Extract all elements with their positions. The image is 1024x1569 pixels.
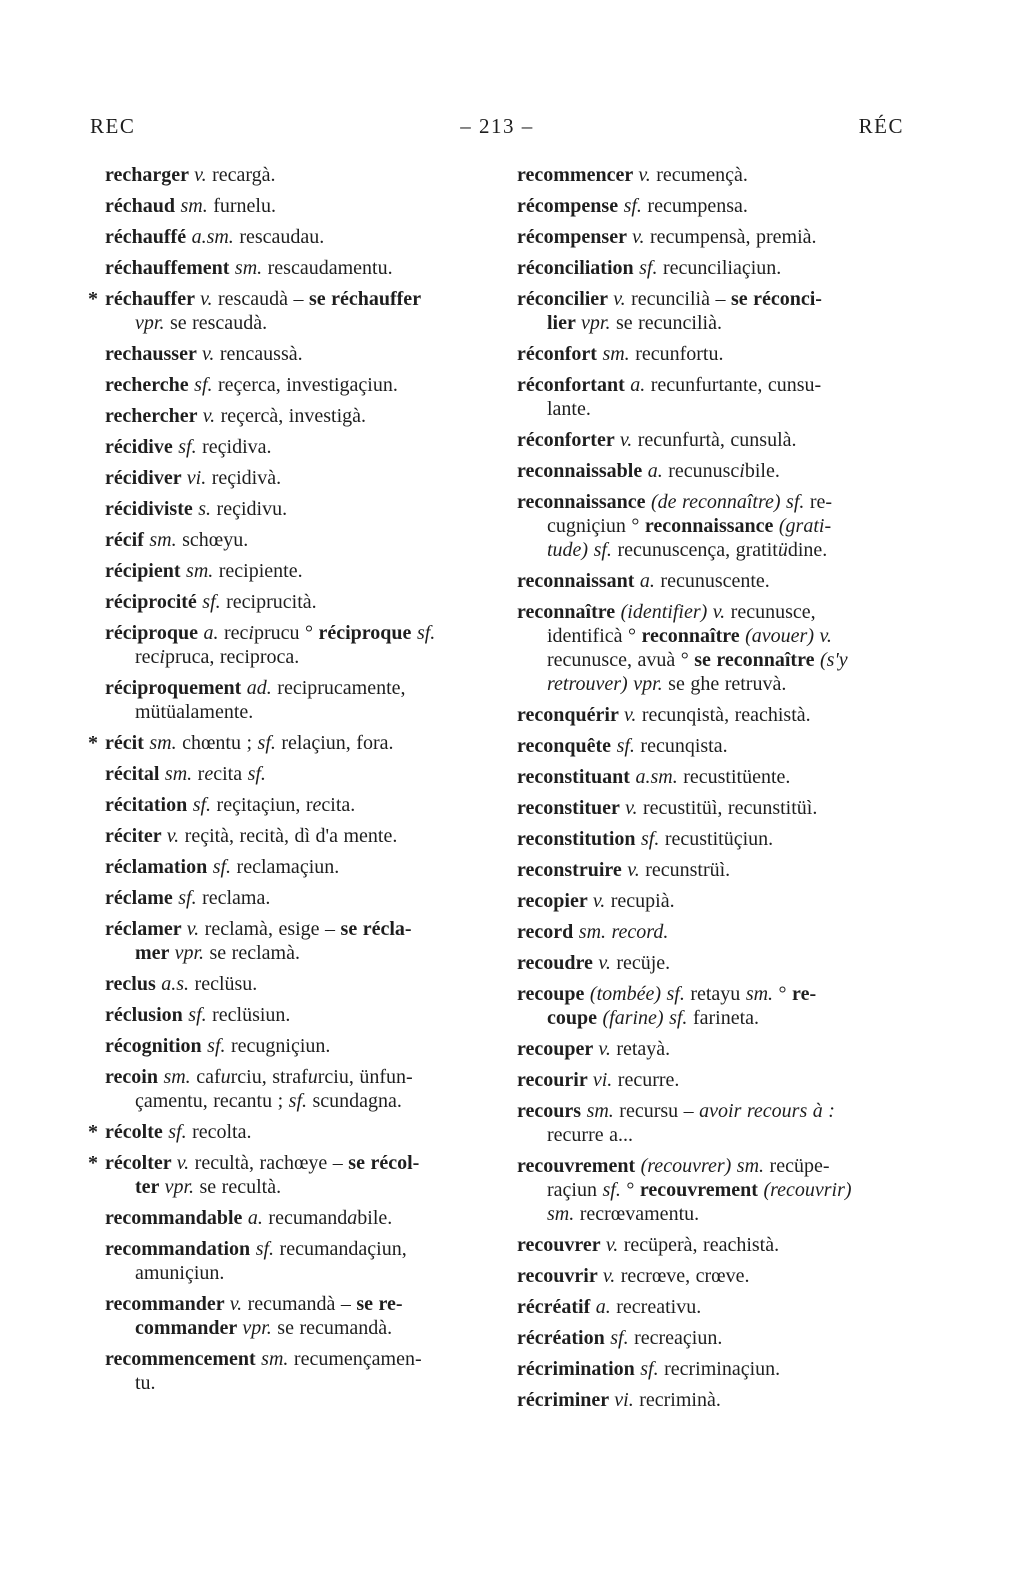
dictionary-entry: réclame sf. reclama. bbox=[105, 887, 271, 909]
dictionary-entry: reconnaissance (de reconnaître) sf. re- cugniçiun ° reconnaissance (grati- tude) sf. recunuscença, gratitüdine. bbox=[517, 491, 833, 561]
dictionary-entry: réciproquement ad. reciprucamente, mütüalamente. bbox=[105, 677, 406, 723]
dictionary-entry: recommencer v. recumençà. bbox=[517, 164, 748, 186]
dictionary-entry: recommandation sf. recumandaçiun, amuniçiun. bbox=[105, 1238, 407, 1284]
dictionary-entry: recoudre v. recüje. bbox=[517, 952, 671, 974]
column-left bbox=[88, 163, 497, 1419]
dictionary-entry: reconquête sf. recunqista. bbox=[517, 735, 728, 757]
dictionary-entry: recours sm. recursu – avoir recours à : recurre a... bbox=[517, 1100, 835, 1146]
dictionary-entry: réclamation sf. reclamaçiun. bbox=[105, 856, 340, 878]
dictionary-entry: * récit sm. chœntu ; sf. relaçiun, fora. bbox=[88, 732, 394, 754]
dictionary-entry: reconstituant a.sm. recustitüente. bbox=[517, 766, 791, 788]
dictionary-entry: récitation sf. reçitaçiun, recita. bbox=[105, 794, 356, 816]
dictionary-entry: récréatif a. recreativu. bbox=[517, 1296, 702, 1318]
dictionary-entry: réconfortant a. recunfurtante, cunsu- lante. bbox=[517, 374, 822, 420]
dictionary-entry: reconnaître (identifier) v. recunusce, identificà ° reconnaître (avouer) v. recunusce, avuà ° se reconnaître (s'y retrouver) vpr. se ghe retruvà. bbox=[517, 601, 848, 695]
dictionary-entry: recoin sm. cafurciu, strafurciu, ünfun- çamentu, recantu ; sf. scundagna. bbox=[105, 1066, 413, 1112]
text-columns bbox=[88, 163, 941, 1419]
dictionary-entry: reconstituer v. recustitüì, recunstitüì. bbox=[517, 797, 818, 819]
dictionary-entry: récidiver vi. reçidivà. bbox=[105, 467, 282, 489]
dictionary-entry: reconnaissant a. recunuscente. bbox=[517, 570, 770, 592]
dictionary-entry: récompense sf. recumpensa. bbox=[517, 195, 748, 217]
dictionary-entry: réconfort sm. recunfortu. bbox=[517, 343, 724, 365]
page-header bbox=[90, 114, 904, 139]
dictionary-entry: réciter v. reçità, recità, dì d'a mente. bbox=[105, 825, 398, 847]
asterisk-marker: * bbox=[88, 288, 98, 310]
dictionary-entry: reconstruire v. recunstrüì. bbox=[517, 859, 731, 881]
dictionary-entry: récognition sf. recugniçiun. bbox=[105, 1035, 331, 1057]
dictionary-entry: recharger v. recargà. bbox=[105, 164, 276, 186]
dictionary-entry: récriminer vi. recriminà. bbox=[517, 1389, 721, 1411]
dictionary-entry: recouvrir v. recrœve, crœve. bbox=[517, 1265, 750, 1287]
header-right-guideword: RÉC bbox=[858, 114, 904, 138]
dictionary-entry: recouvrement (recouvrer) sm. recüpe- raçiun sf. ° recouvrement (recouvrir) sm. recrœvamentu. bbox=[517, 1155, 852, 1225]
dictionary-entry: réchaud sm. furnelu. bbox=[105, 195, 276, 217]
dictionary-entry: recoupe (tombée) sf. retayu sm. ° re- coupe (farine) sf. farineta. bbox=[517, 983, 817, 1029]
dictionary-entry: recopier v. recupià. bbox=[517, 890, 675, 912]
dictionary-entry: recommandable a. recumandabile. bbox=[105, 1207, 393, 1229]
dictionary-entry: record sm. record. bbox=[517, 921, 669, 943]
dictionary-entry: récipient sm. recipiente. bbox=[105, 560, 303, 582]
dictionary-entry: récif sm. schœyu. bbox=[105, 529, 249, 551]
dictionary-entry: * récolte sf. recolta. bbox=[88, 1121, 252, 1143]
dictionary-entry: réciproque a. reciprucu ° réciproque sf. recipruca, reciproca. bbox=[105, 622, 436, 668]
header-left-guideword: REC bbox=[90, 114, 136, 138]
dictionary-entry: rechausser v. rencaussà. bbox=[105, 343, 303, 365]
dictionary-entry: récidive sf. reçidiva. bbox=[105, 436, 272, 458]
asterisk-marker: * bbox=[88, 732, 98, 754]
dictionary-entry: récréation sf. recreaçiun. bbox=[517, 1327, 723, 1349]
dictionary-entry: récital sm. recita sf. bbox=[105, 763, 266, 785]
dictionary-entry: réconciliation sf. recunciliaçiun. bbox=[517, 257, 782, 279]
dictionary-entry: réclusion sf. reclüsiun. bbox=[105, 1004, 291, 1026]
dictionary-entry: reconstitution sf. recustitüçiun. bbox=[517, 828, 774, 850]
dictionary-entry: recommencement sm. recumençamen- tu. bbox=[105, 1348, 422, 1394]
page-number: – 213 – bbox=[460, 114, 534, 138]
asterisk-marker: * bbox=[88, 1152, 98, 1174]
dictionary-entry: recherche sf. reçerca, investigaçiun. bbox=[105, 374, 398, 396]
dictionary-entry: * réchauffer v. rescaudà – se réchauffer vpr. se rescaudà. bbox=[88, 288, 422, 334]
asterisk-marker: * bbox=[88, 1121, 98, 1143]
dictionary-entry: reclus a.s. reclüsu. bbox=[105, 973, 258, 995]
dictionary-entry: réciprocité sf. reciprucità. bbox=[105, 591, 317, 613]
dictionary-entry: réclamer v. reclamà, esige – se récla- mer vpr. se reclamà. bbox=[105, 918, 412, 964]
dictionary-entry: recouvrer v. recüperà, reachistà. bbox=[517, 1234, 780, 1256]
dictionary-entry: recourir vi. recurre. bbox=[517, 1069, 680, 1091]
dictionary-entry: reconnaissable a. recunuscibile. bbox=[517, 460, 780, 482]
dictionary-entry: recommander v. recumandà – se re- commander vpr. se recumandà. bbox=[105, 1293, 403, 1339]
dictionary-entry: récompenser v. recumpensà, premià. bbox=[517, 226, 817, 248]
dictionary-entry: rechercher v. reçercà, investigà. bbox=[105, 405, 367, 427]
dictionary-entry: récidiviste s. reçidivu. bbox=[105, 498, 288, 520]
dictionary-entry: réconcilier v. recuncilià – se réconci- lier vpr. se recuncilià. bbox=[517, 288, 822, 334]
dictionary-entry: récrimination sf. recriminaçiun. bbox=[517, 1358, 781, 1380]
dictionary-entry: reconquérir v. recunqistà, reachistà. bbox=[517, 704, 811, 726]
dictionary-entry: réconforter v. recunfurtà, cunsulà. bbox=[517, 429, 797, 451]
dictionary-entry: réchauffé a.sm. rescaudau. bbox=[105, 226, 325, 248]
dictionary-entry: réchauffement sm. rescaudamentu. bbox=[105, 257, 393, 279]
dictionary-entry: recouper v. retayà. bbox=[517, 1038, 671, 1060]
dictionary-entry: * récolter v. recultà, rachœye – se récol- ter vpr. se recultà. bbox=[88, 1152, 420, 1198]
column-right bbox=[517, 163, 941, 1419]
